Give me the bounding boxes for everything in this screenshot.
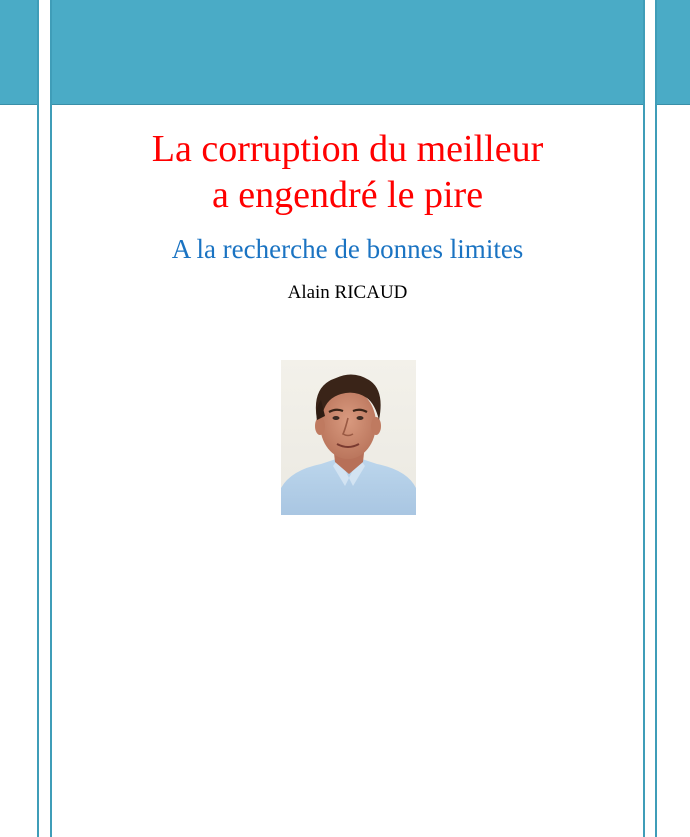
book-title [52,126,643,218]
cover-content [52,104,643,305]
author-name: Alain RICAUD [287,282,408,303]
author-photo [281,360,416,515]
vertical-rule [643,0,645,837]
vertical-rule [37,0,39,837]
vertical-rule [655,0,657,837]
header-band-right [657,0,690,105]
header-band-center [52,0,643,105]
title-line-1: La corruption du meilleur [151,128,544,170]
title-line-2: a engendré le pire [211,174,484,216]
header-band-left [0,0,37,105]
book-subtitle: A la recherche de bonnes limites [171,234,524,264]
